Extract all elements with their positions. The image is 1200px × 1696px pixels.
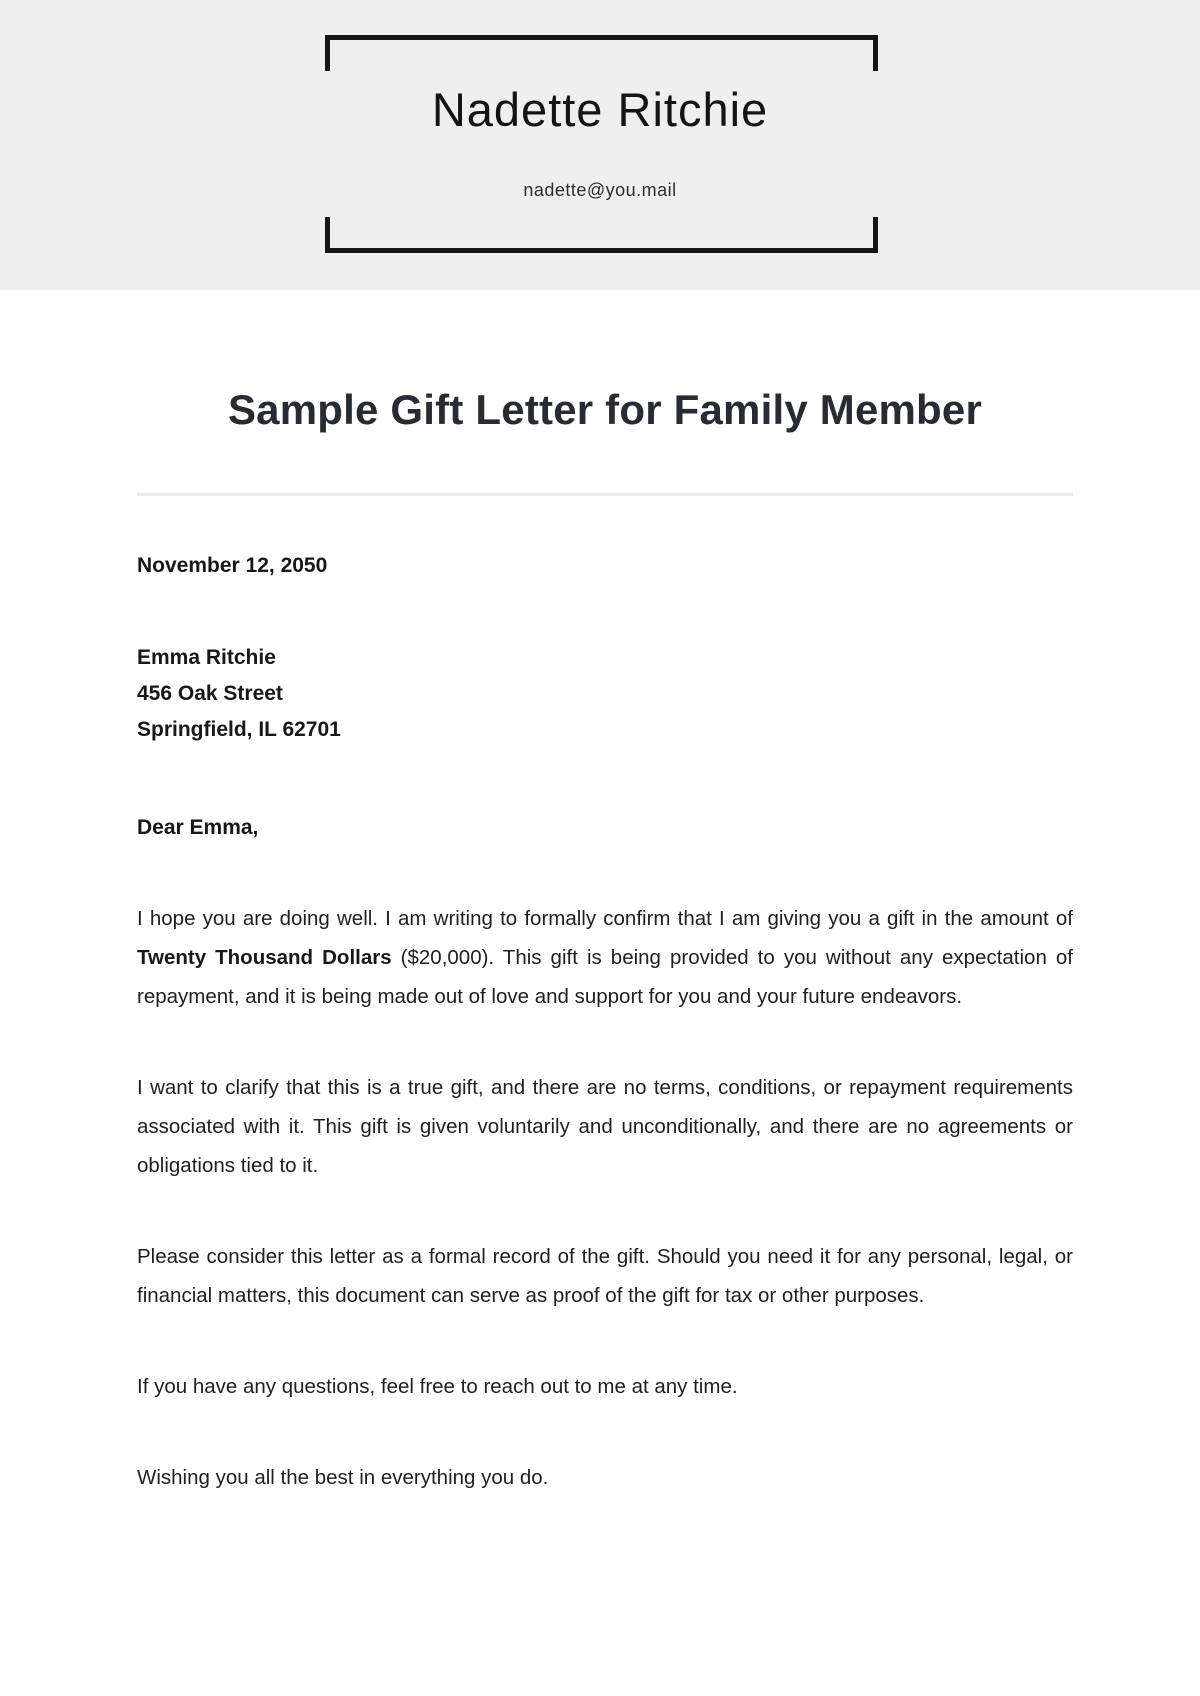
recipient-address-block bbox=[137, 640, 1073, 748]
recipient-city-state-zip: Springfield, IL 62701 bbox=[137, 718, 341, 741]
frame-stub-bottom-left bbox=[325, 217, 330, 253]
paragraph-formal-record: Please consider this letter as a formal record of the gift. Should you need it for any personal, legal, or financial matters, this document can serve as proof of the gift for tax or other purposes. bbox=[137, 1245, 1073, 1307]
letter-date: November 12, 2050 bbox=[137, 554, 328, 577]
paragraph-gift-confirmation bbox=[137, 899, 1073, 1016]
paragraph-true-gift-clarification: I want to clarify that this is a true gift, and there are no terms, conditions, or repayment requirements associated with it. This gift is given voluntarily and unconditionally, and there are no agreements or obligations tied to it. bbox=[137, 1076, 1073, 1177]
letterhead bbox=[0, 0, 1200, 290]
frame-stub-top-right bbox=[873, 35, 878, 71]
paragraph-questions: If you have any questions, feel free to reach out to me at any time. bbox=[137, 1375, 738, 1398]
paragraph1-text-before: I hope you are doing well. I am writing to formally confirm that I am giving you a gift in the amount of bbox=[137, 907, 1073, 930]
letter-content bbox=[0, 385, 1200, 1497]
salutation: Dear Emma, bbox=[137, 816, 259, 839]
frame-bottom-bar bbox=[325, 248, 878, 253]
gift-amount-bold: Twenty Thousand Dollars bbox=[137, 946, 392, 969]
recipient-name: Emma Ritchie bbox=[137, 646, 276, 669]
title-divider bbox=[137, 493, 1073, 496]
sender-email: nadette@you.mail bbox=[523, 180, 677, 200]
frame-top-bar bbox=[325, 35, 878, 40]
paragraph1-text-after: ($20,000). This gift is being provided to you without any expectation of repayment, and it is being made out of love and support for you and your future endeavors. bbox=[137, 946, 1073, 1008]
letterhead-corner-frame bbox=[325, 35, 878, 253]
recipient-street: 456 Oak Street bbox=[137, 682, 283, 705]
paragraph-well-wishes: Wishing you all the best in everything you do. bbox=[137, 1466, 549, 1489]
frame-stub-bottom-right bbox=[873, 217, 878, 253]
sender-name: Nadette Ritchie bbox=[431, 83, 769, 136]
document-title: Sample Gift Letter for Family Member bbox=[227, 386, 983, 433]
frame-stub-top-left bbox=[325, 35, 330, 71]
